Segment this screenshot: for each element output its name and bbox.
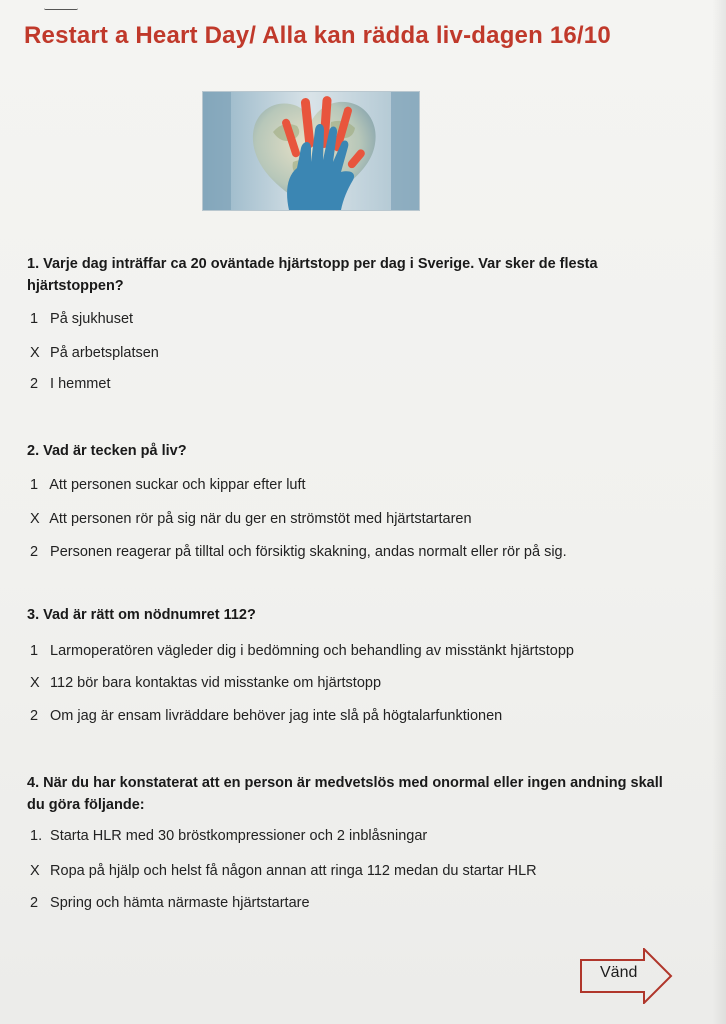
option-text: Om jag är ensam livräddare behöver jag inte slå på högtalarfunktionen bbox=[50, 708, 503, 724]
paper-edge-shadow bbox=[712, 0, 726, 1024]
option-text: I hemmet bbox=[50, 376, 111, 392]
page-title: Restart a Heart Day/ Alla kan rädda liv-dagen 16/10 bbox=[24, 22, 611, 49]
question-2: 2. Vad är tecken på liv? bbox=[27, 443, 187, 459]
question-4: 4. När du har konstaterat att en person är medvetslös med onormal eller ingen andning skall du göra följande: bbox=[27, 775, 663, 813]
option-text: Personen reagerar på tilltal och försiktig skakning, andas normalt eller rör på sig. bbox=[50, 544, 567, 560]
option-mark: 1. bbox=[30, 828, 43, 844]
pen-mark bbox=[44, 6, 78, 10]
question-3-option-x bbox=[30, 673, 690, 693]
option-mark: X bbox=[30, 863, 40, 879]
question-4-option-2 bbox=[30, 893, 690, 913]
option-mark: 2 bbox=[30, 544, 39, 560]
question-4-option-1 bbox=[30, 826, 690, 846]
option-text: Spring och hämta närmaste hjärtstartare bbox=[50, 895, 310, 911]
question-4-option-x bbox=[30, 861, 690, 881]
question-2-option-x bbox=[30, 509, 690, 529]
option-text: Att personen rör på sig när du ger en strömstöt med hjärtstartaren bbox=[49, 511, 472, 527]
option-mark: 2 bbox=[30, 895, 39, 911]
option-text: På sjukhuset bbox=[50, 311, 134, 327]
option-text: Starta HLR med 30 bröstkompressioner och 2 inblåsningar bbox=[50, 828, 428, 844]
option-text: På arbetsplatsen bbox=[50, 345, 159, 361]
question-2-option-1 bbox=[30, 475, 690, 495]
turn-page-button[interactable] bbox=[580, 948, 674, 1004]
option-mark: X bbox=[30, 675, 40, 691]
option-text: Att personen suckar och kippar efter luft bbox=[49, 477, 306, 493]
option-mark: 1 bbox=[30, 311, 39, 327]
turn-page-label: Vänd bbox=[600, 964, 638, 981]
question-3: 3. Vad är rätt om nödnumret 112? bbox=[27, 607, 256, 623]
option-mark: X bbox=[30, 511, 40, 527]
option-mark: 1 bbox=[30, 643, 39, 659]
option-text: Larmoperatören vägleder dig i bedömning och behandling av misstänkt hjärtstopp bbox=[50, 643, 574, 659]
option-text: 112 bör bara kontaktas vid misstanke om hjärtstopp bbox=[50, 675, 382, 691]
question-1-option-2 bbox=[30, 374, 690, 394]
option-text: Ropa på hjälp och helst få någon annan att ringa 112 medan du startar HLR bbox=[50, 863, 537, 879]
question-3-option-2 bbox=[30, 706, 690, 726]
option-mark: X bbox=[30, 345, 40, 361]
question-3-option-1 bbox=[30, 641, 690, 661]
heart-hands-illustration bbox=[202, 91, 420, 211]
question-1-option-1 bbox=[30, 309, 690, 329]
question-2-option-2 bbox=[30, 542, 690, 562]
question-1-option-x bbox=[30, 343, 690, 363]
option-mark: 2 bbox=[30, 708, 39, 724]
option-mark: 1 bbox=[30, 477, 39, 493]
option-mark: 2 bbox=[30, 376, 39, 392]
question-1: 1. Varje dag inträffar ca 20 oväntade hjärtstopp per dag i Sverige. Var sker de flesta hjärtstoppen? bbox=[27, 256, 598, 294]
